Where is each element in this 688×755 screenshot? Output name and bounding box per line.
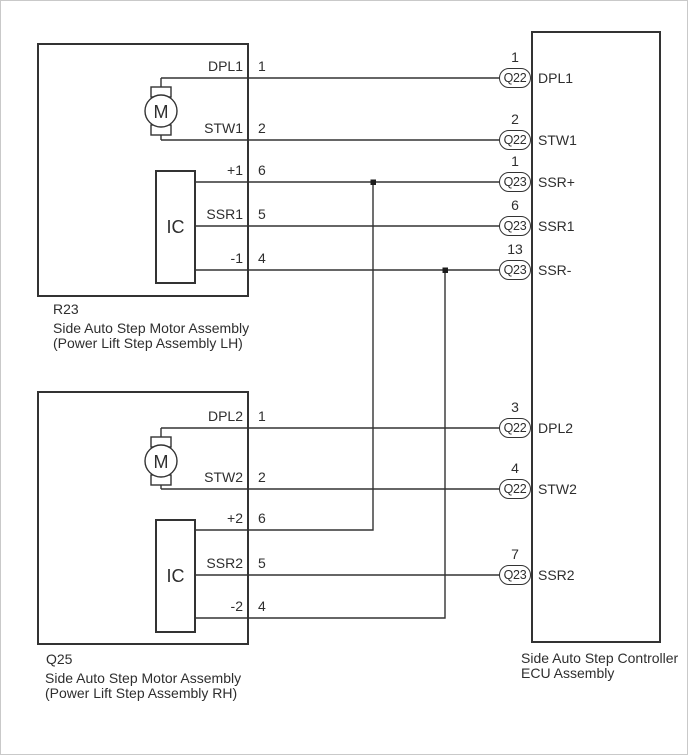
pin-number-minus2: 4 [258, 598, 266, 614]
connector-oval-q23-1 [499, 172, 531, 192]
ecu-name-line1: Side Auto Step Controller [521, 650, 679, 666]
pin-label-plus1: +1 [227, 162, 243, 178]
pin-number-dpl1: 1 [258, 58, 266, 74]
connector-code: Q23 [503, 568, 527, 582]
pin-label-dpl2: DPL2 [207, 408, 243, 424]
component-name-lh: Side Auto Step Motor Assembly [53, 320, 250, 336]
wiring-layer [1, 1, 688, 755]
signal-ssr-plus: SSR+ [538, 174, 575, 190]
connector-oval-q22-1 [499, 68, 531, 88]
component-subtitle-lh: (Power Lift Step Assembly LH) [53, 335, 243, 351]
terminal-pin-stw1: 2 [511, 111, 519, 127]
pin-label-minus1: -1 [230, 250, 243, 266]
signal-ssr1: SSR1 [538, 218, 575, 234]
ic-label-lh: IC [166, 216, 185, 237]
connector-code: Q22 [503, 133, 527, 147]
connector-oval-q22-3 [499, 418, 531, 438]
terminal-pin-ssr2: 7 [511, 546, 519, 562]
motor-letter-lh: M [153, 102, 169, 122]
pin-number-plus1: 6 [258, 162, 266, 178]
connector-oval-q23-13 [499, 260, 531, 280]
pin-number-stw2: 2 [258, 469, 266, 485]
connector-oval-q23-6 [499, 216, 531, 236]
connector-oval-q22-2 [499, 130, 531, 150]
pin-label-ssr2: SSR2 [206, 555, 243, 571]
pin-label-stw2: STW2 [204, 469, 243, 485]
signal-dpl2: DPL2 [538, 420, 574, 436]
connector-code: Q23 [503, 263, 527, 277]
connector-oval-q23-7 [499, 565, 531, 585]
terminal-pin-ssr1: 6 [511, 197, 519, 213]
component-name-rh: Side Auto Step Motor Assembly [45, 670, 242, 686]
terminal-pin-dpl1: 1 [511, 49, 519, 65]
connector-code: Q22 [503, 482, 527, 496]
pin-label-stw1: STW1 [204, 120, 243, 136]
junction-dot-ssr-minus [443, 268, 449, 274]
motor-letter-rh: M [153, 452, 169, 472]
pin-number-ssr1: 5 [258, 206, 266, 222]
connector-code: Q22 [503, 71, 527, 85]
pin-label-minus2: -2 [230, 598, 243, 614]
pin-number-minus1: 4 [258, 250, 266, 266]
terminal-pin-dpl2: 3 [511, 399, 519, 415]
pin-number-plus2: 6 [258, 510, 266, 526]
terminal-pin-stw2: 4 [511, 460, 519, 476]
pin-label-ssr1: SSR1 [206, 206, 243, 222]
signal-stw1: STW1 [538, 132, 577, 148]
ic-label-rh: IC [166, 565, 185, 586]
signal-ssr2: SSR2 [538, 567, 575, 583]
connector-code: Q23 [503, 219, 527, 233]
connector-code: Q23 [503, 175, 527, 189]
ecu-name-line2: ECU Assembly [521, 665, 615, 681]
signal-ssr-minus: SSR- [538, 262, 572, 278]
pin-number-ssr2: 5 [258, 555, 266, 571]
connector-code: Q22 [503, 421, 527, 435]
pin-number-stw1: 2 [258, 120, 266, 136]
component-subtitle-rh: (Power Lift Step Assembly RH) [45, 685, 238, 701]
signal-dpl1: DPL1 [538, 70, 574, 86]
signal-stw2: STW2 [538, 481, 577, 497]
junction-dot-ssr-plus [371, 180, 377, 186]
pin-label-dpl1: DPL1 [207, 58, 243, 74]
component-code-rh: Q25 [46, 651, 73, 667]
pin-number-dpl2: 1 [258, 408, 266, 424]
pin-label-plus2: +2 [227, 510, 243, 526]
terminal-pin-ssr-plus: 1 [511, 153, 519, 169]
component-code-lh: R23 [53, 301, 79, 317]
connector-oval-q22-4 [499, 479, 531, 499]
terminal-pin-ssr-minus: 13 [507, 241, 523, 257]
